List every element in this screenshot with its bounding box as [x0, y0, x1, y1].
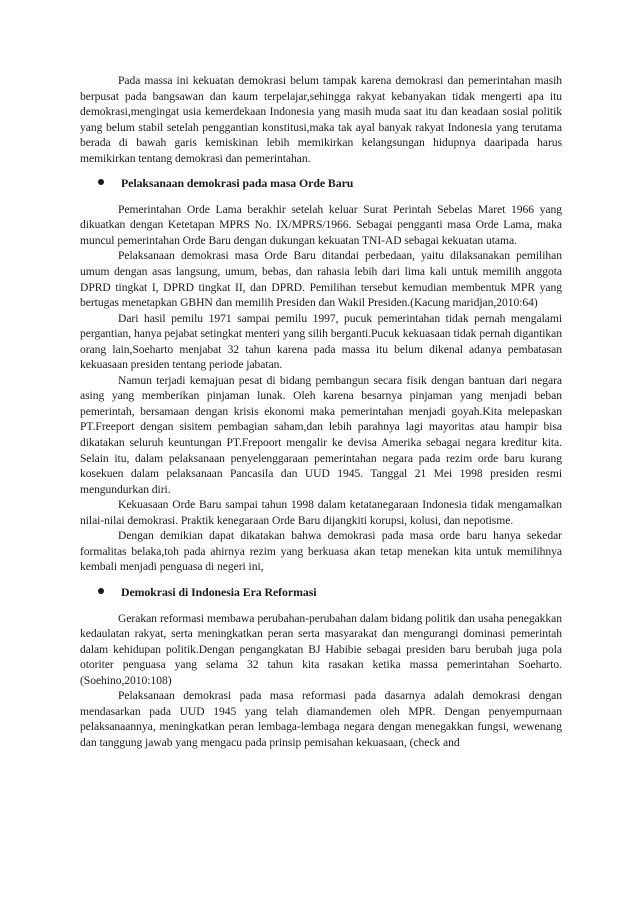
bullet-icon [98, 179, 104, 185]
paragraph: Kekuasaan Orde Baru sampai tahun 1998 dalam ketatanegaraan Indonesia tidak mengamalkan nilai-nilai demokrasi. Praktik kenegaraan Orde Baru dijangkiti korupsi, kolusi, dan nepotisme. [80, 498, 562, 527]
paragraph: Gerakan reformasi membawa perubahan-perubahan dalam bidang politik dan usaha penegakkan kedaulatan rakyat, serta meningkatkan peran serta masyarakat dan mengurangi dominasi pemerintah dalam kehidupan politik.Dengan pengangkatan BJ Habibie sebagai presiden baru berubah juga pola otoriter penguasa yang selama 32 tahun kita rasakan ketika massa pemerintahan Soeharto.(Soehino,2010:108) [80, 611, 562, 687]
paragraph: Namun terjadi kemajuan pesat di bidang pembangun secara fisik dengan bantuan dari negara asing yang memberikan pinjaman lunak. Oleh karena besarnya pinjaman yang menjadi beban pemerintah, bersamaan dengan krisis ekonomi maka pemerintahan menjadi goyah.Kita melepaskan PT.Freeport dengan sisitem pembagian saham,dan lebih parahnya lagi mayoritas atau hampir bisa dikatakan seluruh keuntungan PT.Frepoort mengalir ke devisa Amerika sebagai negara kreditur kita. Selain itu, dalam pelaksanaan penyelenggaraan pemerintahan negara pada rezim orde baru kurang kosekuen dalam pelaksanaan Pancasila dan UUD 1945. Tanggal 21 Mei 1998 presiden resmi mengundurkan diri. [80, 373, 562, 496]
section-heading-reformasi [80, 585, 562, 601]
document-body [80, 73, 562, 750]
paragraph: Dari hasil pemilu 1971 sampai pemilu 1997, pucuk pemerintahan tidak pernah mengalami pergantian, hanya pejabat setingkat menteri yang silih berganti.Pucuk kekuasaan tidak pernah digantikan orang lain,Soeharto menjabat 32 tahun karena pada massa itu belum dikenal adanya pembatasan kekuasaan presiden tentang periode jabatan. [80, 311, 562, 372]
paragraph: Pelaksanaan demokrasi pada masa reformasi pada dasarnya adalah demokrasi dengan mendasarkan pada UUD 1945 yang telah diamandemen oleh MPR. Dengan penyempurnaan pelaksanaannya, meningkatkan peran lembaga-lembaga negara dengan menegakkan fungsi, wewenang dan tanggung jawab yang mengacu pada prinsip pemisahan kekuasaan, (check and [80, 689, 562, 749]
bullet-icon [98, 588, 104, 594]
paragraph: Dengan demikian dapat dikatakan bahwa demokrasi pada masa orde baru hanya sekedar formalitas belaka,toh pada ahirnya rezim yang berkuasa akan tetap menekan kita untuk memilihnya kembali menjadi penguasa di negeri ini, [80, 529, 562, 574]
paragraph: Pelaksanaan demokrasi masa Orde Baru ditandai perbedaan, yaitu dilaksanakan pemilihan umum dengan asas langsung, umum, bebas, dan rahasia lebih dari lima kali untuk memilih anggota DPRD tingkat I, DPRD tingkat II, dan DPRD. Pemilihan tersebut kemudian membentuk MPR yang bertugas menetapkan GBHN dan memilih Presiden dan Wakil Presiden.(Kacung maridjan,2010:64) [80, 249, 562, 310]
section-heading-orde-baru [80, 176, 562, 192]
section-heading-text: Demokrasi di Indonesia Era Reformasi [121, 584, 317, 599]
paragraph: Pemerintahan Orde Lama berakhir setelah keluar Surat Perintah Sebelas Maret 1966 yang dikuatkan dengan Ketetapan MPRS No. IX/MPRS/1966. Sebagai pengganti masa Orde Lama, maka muncul pemerintahan Orde Baru dengan dukungan kekuatan TNI-AD sebagai kekuatan utama. [80, 202, 562, 247]
section-heading-text: Pelaksanaan demokrasi pada masa Orde Baru [121, 176, 354, 191]
paragraph: Pada massa ini kekuatan demokrasi belum tampak karena demokrasi dan pemerintahan masih berpusat pada bangsawan dan kaum terpelajar,sehingga rakyat kebanyakan tidak mengerti apa itu demokrasi,mengingat usia kemerdekaan Indonesia yang masih muda saat itu dan keadaan sosial politik yang belum stabil setelah penggantian konstitusi,maka tak ayal banyak rakyat Indonesia yang terutama berada di bawah garis kemiskinan lebih memikirkan kelangsungan hidupnya daaripada harus memikirkan tentang demokrasi dan pemerintahan. [80, 74, 562, 165]
